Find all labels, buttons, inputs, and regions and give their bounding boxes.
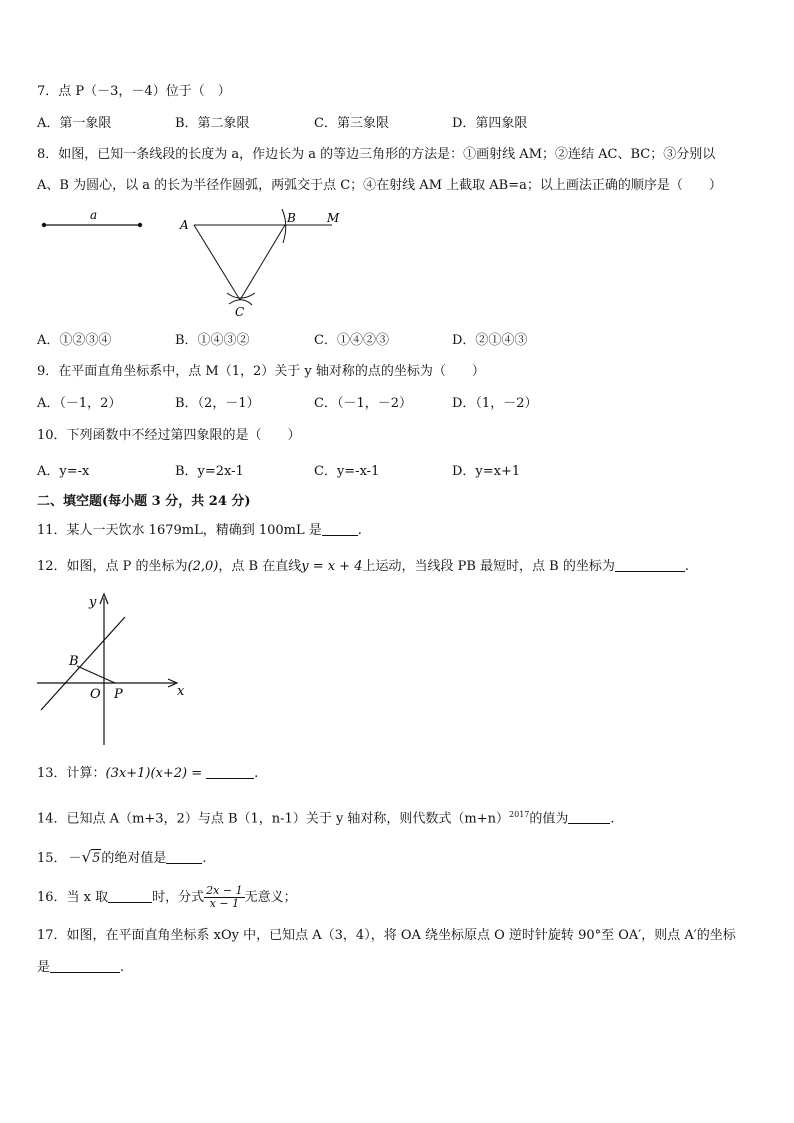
q16-prefix: 16．当 x 取: [37, 890, 109, 905]
q17-line2-text: 是: [37, 960, 51, 975]
q12-answer-blank[interactable]: [615, 557, 685, 572]
q17-line2: [37, 958, 124, 977]
q13-text: 13．计算：: [37, 766, 106, 781]
q14-exponent: 2017: [509, 810, 530, 819]
q11-line: [37, 521, 362, 540]
q16-line: [37, 884, 297, 912]
side-ac: [194, 225, 240, 300]
q8-stem-line2: A、B 为圆心，以 a 的长为半径作圆弧，两弧交于点 C；④在射线 AM 上截取 AB=a；以上画法正确的顺序是（ ）: [37, 178, 722, 193]
q17-end: .: [120, 960, 125, 975]
q16-answer-blank[interactable]: [108, 888, 152, 903]
label-y: y: [89, 595, 97, 610]
q8-option-d[interactable]: D．②①④③: [452, 333, 528, 348]
q15-answer-blank[interactable]: [166, 849, 202, 864]
label-a: A: [180, 218, 189, 232]
segment-a-label: a: [90, 208, 98, 222]
q14-text: 14．已知点 A（m+3，2）与点 B（1，n-1）关于 y 轴对称，则代数式（m+n）: [37, 811, 510, 827]
q8-figure: [37, 203, 357, 323]
q10-option-b[interactable]: B．y=2x-1: [175, 464, 244, 479]
q12-part1: 12．如图，点 P 的坐标为: [37, 559, 188, 574]
segment-pb: [77, 666, 115, 683]
q9-option-d[interactable]: D．（1，－2）: [452, 396, 538, 411]
q9-option-c[interactable]: C．（－1，－2）: [314, 396, 412, 411]
q15-minus: －: [68, 851, 82, 866]
q16-mid: 时，分式: [152, 890, 205, 905]
label-o: O: [90, 687, 101, 702]
q17-answer-blank[interactable]: [50, 958, 120, 973]
q9-option-a[interactable]: A．（－1，2）: [37, 396, 122, 411]
q7-option-d[interactable]: D．第四象限: [452, 116, 528, 131]
q8-stem-line1: 8．如图，已知一条线段的长度为 a，作边长为 a 的等边三角形的方法是：①画射线 AM；②连结 AC、BC；③分别以: [37, 147, 716, 162]
label-c: C: [235, 305, 245, 319]
q12-line: [37, 557, 689, 576]
q12-figure: [37, 590, 197, 750]
q10-option-a[interactable]: A．y=-x: [37, 464, 90, 479]
sqrt-icon: √: [81, 848, 92, 866]
label-b: B: [287, 211, 296, 225]
q16-denominator: x − 1: [209, 897, 240, 910]
q15-end: .: [202, 851, 207, 866]
q13-line: [37, 764, 258, 783]
arc-at-c: [227, 293, 255, 298]
q11-answer-blank[interactable]: [322, 521, 358, 536]
q11-text: 11．某人一天饮水 1679mL，精确到 100mL 是: [37, 523, 322, 538]
q13-end: .: [254, 766, 259, 781]
label-p: P: [114, 687, 123, 702]
q7-option-b[interactable]: B．第二象限: [175, 116, 250, 131]
section-heading-fill-in: 二、填空题(每小题 3 分，共 24 分): [37, 494, 251, 509]
q14-end: .: [610, 811, 615, 827]
q16-tail: 无意义；: [244, 890, 297, 905]
q16-fraction: [204, 885, 244, 910]
q12-coord: (2,0): [187, 559, 219, 574]
segment-a-start-point: [42, 223, 46, 227]
q9-stem: 9．在平面直角坐标系中，点 M（1，2）关于 y 轴对称的点的坐标为（ ）: [37, 364, 485, 379]
q13-expression: (3x+1)(x+2) =: [105, 766, 203, 781]
q7-option-c[interactable]: C．第三象限: [314, 116, 389, 131]
q15-radicand: 5: [92, 851, 101, 866]
q12-equation: y = x + 4: [301, 559, 363, 574]
q12-part2: ，点 B 在直线: [218, 559, 302, 574]
q11-end: .: [357, 523, 362, 538]
q9-option-b[interactable]: B．（2，－1）: [175, 396, 260, 411]
side-bc: [240, 225, 285, 300]
label-m: M: [327, 211, 340, 225]
q13-answer-blank[interactable]: [206, 764, 254, 779]
segment-a-end-point: [138, 223, 142, 227]
q8-option-b[interactable]: B．①④③②: [175, 333, 250, 348]
q7-stem: 7．点 P（－3，－4）位于（ ）: [37, 84, 231, 99]
q14-tail: 的值为: [529, 811, 569, 827]
q10-option-c[interactable]: C．y=-x-1: [314, 464, 380, 479]
q8-option-c[interactable]: C．①④②③: [314, 333, 389, 348]
q14-answer-blank[interactable]: [568, 809, 610, 824]
line-y-equals-x-plus-4: [41, 617, 125, 710]
q15-text: 的绝对值是: [101, 851, 167, 866]
q12-end: .: [684, 559, 690, 574]
label-b: B: [69, 654, 79, 669]
q15-line: [37, 848, 207, 868]
q12-part3: 上运动，当线段 PB 最短时，点 B 的坐标为: [362, 559, 615, 574]
q7-option-a[interactable]: A．第一象限: [37, 116, 112, 131]
q15-number: 15．: [37, 851, 67, 866]
q14-line: [37, 806, 615, 828]
q17-line1: 17．如图，在平面直角坐标系 xOy 中，已知点 A（3，4），将 OA 绕坐标原点 O 逆时针旋转 90°至 OA′，则点 A′的坐标: [37, 928, 736, 943]
q10-stem: 10．下列函数中不经过第四象限的是（ ）: [37, 428, 301, 443]
q10-option-d[interactable]: D．y=x+1: [452, 464, 521, 479]
q16-numerator: 2x − 1: [206, 884, 243, 897]
label-x: x: [177, 684, 185, 699]
q8-option-a[interactable]: A．①②③④: [37, 333, 112, 348]
